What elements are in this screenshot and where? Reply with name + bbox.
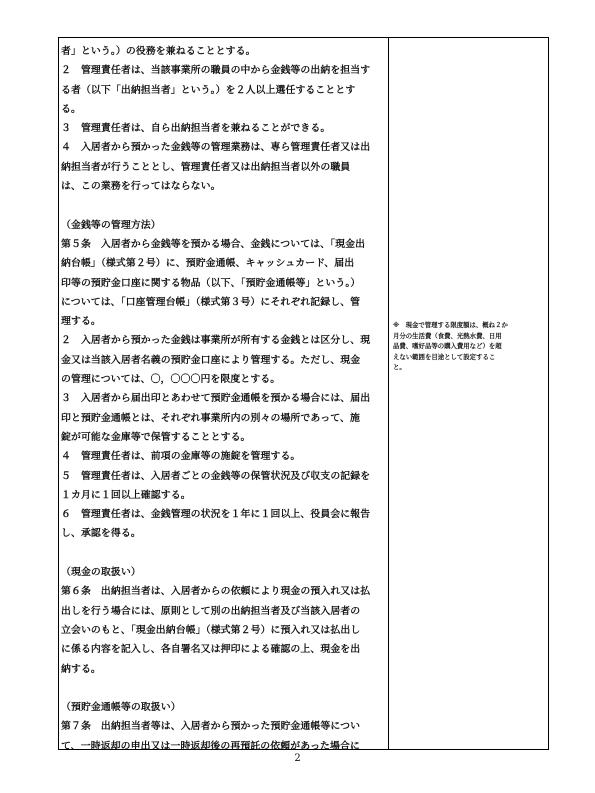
text-line: 第６条 出納担当者は、入居者からの依頼により現金の預入れ又は払 xyxy=(61,586,371,598)
text-line: （金銭等の管理方法） xyxy=(61,219,161,231)
blank-line xyxy=(61,196,386,215)
text-line: １カ月に１回以上確認する。 xyxy=(61,489,191,501)
text-line: 立会いのもと、「現金出納台帳」（様式第２号）に預入れ又は払出し xyxy=(61,624,361,636)
text-line: ２ 入居者から預かった金銭は事業所が所有する金銭とは区分し、現 xyxy=(61,335,371,347)
text-line: に係る内容を記入し、各自署名又は押印による確認の上、現金を出 xyxy=(61,644,361,656)
text-line: 納する。 xyxy=(61,663,101,675)
text-line: 納担当者が行うこととし、管理責任者又は出納担当者以外の職員 xyxy=(61,161,351,173)
remark-line: 品費、嗜好品等の購入費用など）を超 xyxy=(393,342,502,351)
text-line: 出しを行う場合には、原則として別の出納担当者及び当該入居者の xyxy=(61,605,361,617)
text-line: 者」という。）の役務を兼ねることとする。 xyxy=(61,46,256,57)
text-line: 印等の預貯金口座に関する物品（以下、「預貯金通帳等」という。） xyxy=(61,277,361,289)
text-line: ６ 管理責任者は、金銭管理の状況を１年に１回以上、役員会に報告 xyxy=(61,509,371,521)
text-line: 納台帳」（様式第２号）に、預貯金通帳、キャッシュカード、届出 xyxy=(61,258,355,270)
remark-line: と。 xyxy=(393,363,406,372)
blank-line xyxy=(61,544,386,563)
regulation-table xyxy=(58,37,549,750)
text-line: （預貯金通帳等の取扱い） xyxy=(61,702,181,714)
text-line: る。 xyxy=(61,103,81,115)
text-line: 錠が可能な金庫等で保管することとする。 xyxy=(61,431,251,443)
text-line: 印と預貯金通帳とは、それぞれ事業所内の別々の場所であって、施 xyxy=(61,412,360,424)
text-line: ２ 管理責任者は、当該事業所の職員の中から金銭等の出納を担当す xyxy=(61,65,371,77)
remark-line: えない範囲を目途として設定するこ xyxy=(393,352,496,361)
text-line: については、「口座管理台帳」（様式第３号）にそれぞれ記録し、管 xyxy=(61,296,361,308)
remarks-column xyxy=(393,320,543,373)
column-divider xyxy=(388,38,389,749)
text-line: の管理については、〇，〇〇〇円を限度とする。 xyxy=(61,374,281,386)
blank-line xyxy=(61,679,386,698)
text-line: は、この業務を行ってはならない。 xyxy=(61,181,221,193)
text-line: ３ 管理責任者は、自ら出納担当者を兼ねることができる。 xyxy=(61,123,331,135)
page-number: 2 xyxy=(294,753,301,764)
text-line: ４ 入居者から預かった金銭等の管理業務は、専ら管理責任者又は出 xyxy=(61,142,371,154)
text-line: て、一時返却の申出又は一時返却後の再預託の依頼があった場合に xyxy=(61,740,360,750)
text-line: ３ 入居者から届出印とあわせて預貯金通帳を預かる場合には、届出 xyxy=(61,393,371,405)
text-line: し、承認を得る。 xyxy=(61,528,141,540)
remark-line: 月分の生活費（食費、光熱水費、日用 xyxy=(393,331,502,340)
text-line: （現金の取扱い） xyxy=(61,567,141,579)
remark-line: ※ 現金で管理する限度額は、概ね２か xyxy=(393,321,508,329)
text-line: 第５条 入居者から金銭等を預かる場合、金銭については、「現金出 xyxy=(61,238,366,250)
text-line: る者（以下「出納担当者」という。）を２人以上選任することとす xyxy=(61,84,356,96)
regulation-text-column xyxy=(61,42,386,750)
text-line: ４ 管理責任者は、前項の金庫等の施錠を管理する。 xyxy=(61,451,301,463)
text-line: 金又は当該入居者名義の預貯金口座により管理する。ただし、現金 xyxy=(61,354,361,366)
text-line: 第７条 出納担当者等は、入居者から預かった預貯金通帳等につい xyxy=(61,721,361,733)
text-line: 理する。 xyxy=(61,316,101,328)
text-line: ５ 管理責任者は、入居者ごとの金銭等の保管状況及び収支の記録を xyxy=(61,470,371,482)
